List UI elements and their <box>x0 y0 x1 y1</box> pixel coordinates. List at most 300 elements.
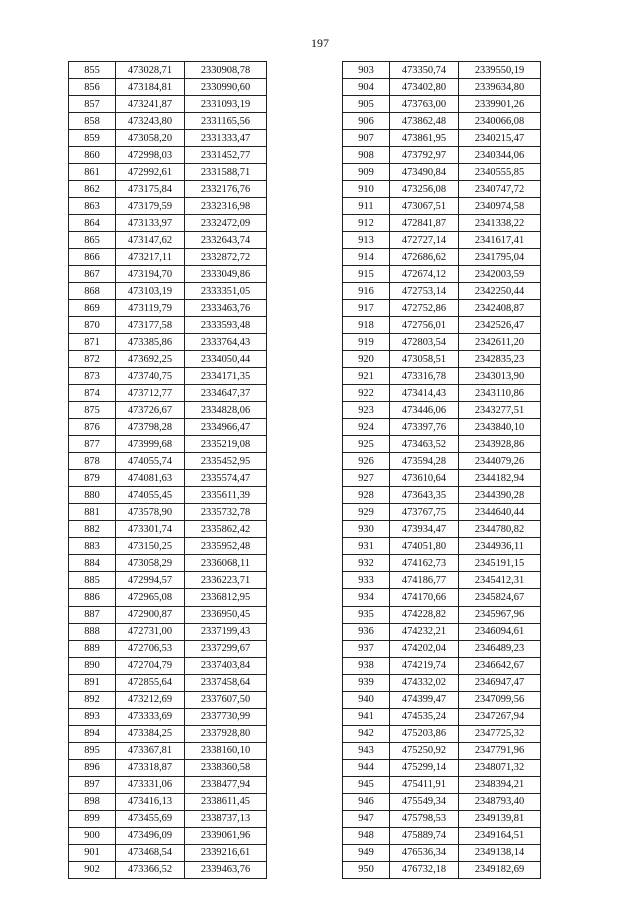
table-row <box>69 96 267 113</box>
point-number-cell: 855 <box>69 62 116 79</box>
y-coordinate-cell: 2339901,26 <box>459 96 541 113</box>
y-coordinate-cell: 2349182,69 <box>459 861 541 878</box>
y-coordinate-cell: 2344780,82 <box>459 521 541 538</box>
table-row <box>343 198 541 215</box>
y-coordinate-cell: 2331093,19 <box>185 96 267 113</box>
x-coordinate-cell: 474055,74 <box>116 453 185 470</box>
y-coordinate-cell: 2335732,78 <box>185 504 267 521</box>
y-coordinate-cell: 2339634,80 <box>459 79 541 96</box>
x-coordinate-cell: 473643,35 <box>390 487 459 504</box>
table-row <box>343 436 541 453</box>
table-body <box>69 62 267 879</box>
x-coordinate-cell: 473712,77 <box>116 385 185 402</box>
x-coordinate-cell: 473119,79 <box>116 300 185 317</box>
table-row <box>343 368 541 385</box>
table-row <box>69 538 267 555</box>
table-row <box>69 793 267 810</box>
x-coordinate-cell: 475798,53 <box>390 810 459 827</box>
point-number-cell: 878 <box>69 453 116 470</box>
point-number-cell: 909 <box>343 164 390 181</box>
table-row <box>69 606 267 623</box>
table-row <box>343 402 541 419</box>
x-coordinate-cell: 473578,90 <box>116 504 185 521</box>
table-row <box>69 572 267 589</box>
table-row <box>343 674 541 691</box>
x-coordinate-cell: 473468,54 <box>116 844 185 861</box>
point-number-cell: 857 <box>69 96 116 113</box>
y-coordinate-cell: 2335862,42 <box>185 521 267 538</box>
x-coordinate-cell: 474081,63 <box>116 470 185 487</box>
point-number-cell: 935 <box>343 606 390 623</box>
x-coordinate-cell: 473594,28 <box>390 453 459 470</box>
point-number-cell: 881 <box>69 504 116 521</box>
table-row <box>343 283 541 300</box>
y-coordinate-cell: 2344079,26 <box>459 453 541 470</box>
y-coordinate-cell: 2349138,14 <box>459 844 541 861</box>
y-coordinate-cell: 2337403,84 <box>185 657 267 674</box>
table-row <box>343 470 541 487</box>
y-coordinate-cell: 2347725,32 <box>459 725 541 742</box>
point-number-cell: 916 <box>343 283 390 300</box>
point-number-cell: 948 <box>343 827 390 844</box>
x-coordinate-cell: 473058,20 <box>116 130 185 147</box>
table-row <box>343 181 541 198</box>
x-coordinate-cell: 474332,02 <box>390 674 459 691</box>
x-coordinate-cell: 473175,84 <box>116 181 185 198</box>
table-row <box>69 691 267 708</box>
point-number-cell: 911 <box>343 198 390 215</box>
x-coordinate-cell: 475411,91 <box>390 776 459 793</box>
point-number-cell: 946 <box>343 793 390 810</box>
y-coordinate-cell: 2338611,45 <box>185 793 267 810</box>
y-coordinate-cell: 2343013,90 <box>459 368 541 385</box>
table-row <box>343 334 541 351</box>
table-body <box>343 62 541 879</box>
x-coordinate-cell: 472753,14 <box>390 283 459 300</box>
y-coordinate-cell: 2338477,94 <box>185 776 267 793</box>
point-number-cell: 865 <box>69 232 116 249</box>
x-coordinate-cell: 473316,78 <box>390 368 459 385</box>
y-coordinate-cell: 2341617,41 <box>459 232 541 249</box>
point-number-cell: 892 <box>69 691 116 708</box>
x-coordinate-cell: 474170,66 <box>390 589 459 606</box>
table-row <box>343 589 541 606</box>
x-coordinate-cell: 474219,74 <box>390 657 459 674</box>
x-coordinate-cell: 475299,14 <box>390 759 459 776</box>
y-coordinate-cell: 2332316,98 <box>185 198 267 215</box>
x-coordinate-cell: 473792,97 <box>390 147 459 164</box>
x-coordinate-cell: 474202,04 <box>390 640 459 657</box>
y-coordinate-cell: 2348793,40 <box>459 793 541 810</box>
x-coordinate-cell: 473934,47 <box>390 521 459 538</box>
point-number-cell: 875 <box>69 402 116 419</box>
y-coordinate-cell: 2344936,11 <box>459 538 541 555</box>
x-coordinate-cell: 475889,74 <box>390 827 459 844</box>
point-number-cell: 932 <box>343 555 390 572</box>
x-coordinate-cell: 475549,34 <box>390 793 459 810</box>
x-coordinate-cell: 473103,19 <box>116 283 185 300</box>
x-coordinate-cell: 473177,58 <box>116 317 185 334</box>
point-number-cell: 907 <box>343 130 390 147</box>
point-number-cell: 928 <box>343 487 390 504</box>
x-coordinate-cell: 473184,81 <box>116 79 185 96</box>
y-coordinate-cell: 2342611,20 <box>459 334 541 351</box>
table-row <box>343 657 541 674</box>
table-row <box>69 419 267 436</box>
table-row <box>343 317 541 334</box>
y-coordinate-cell: 2342408,87 <box>459 300 541 317</box>
table-row <box>343 793 541 810</box>
table-row <box>69 232 267 249</box>
table-row <box>69 300 267 317</box>
x-coordinate-cell: 473726,67 <box>116 402 185 419</box>
y-coordinate-cell: 2333593,48 <box>185 317 267 334</box>
table-row <box>69 589 267 606</box>
page-number: 197 <box>311 36 329 50</box>
x-coordinate-cell: 473333,69 <box>116 708 185 725</box>
x-coordinate-cell: 475250,92 <box>390 742 459 759</box>
point-number-cell: 918 <box>343 317 390 334</box>
y-coordinate-cell: 2346489,23 <box>459 640 541 657</box>
table-row <box>343 215 541 232</box>
y-coordinate-cell: 2337928,80 <box>185 725 267 742</box>
table-row <box>69 266 267 283</box>
point-number-cell: 856 <box>69 79 116 96</box>
table-row <box>69 215 267 232</box>
point-number-cell: 926 <box>343 453 390 470</box>
table-row <box>69 385 267 402</box>
x-coordinate-cell: 473490,84 <box>390 164 459 181</box>
point-number-cell: 943 <box>343 742 390 759</box>
x-coordinate-cell: 473331,06 <box>116 776 185 793</box>
table-row <box>343 62 541 79</box>
x-coordinate-cell: 473463,52 <box>390 436 459 453</box>
table-row <box>69 776 267 793</box>
y-coordinate-cell: 2337607,50 <box>185 691 267 708</box>
point-number-cell: 941 <box>343 708 390 725</box>
point-number-cell: 894 <box>69 725 116 742</box>
table-row <box>69 317 267 334</box>
point-number-cell: 914 <box>343 249 390 266</box>
point-number-cell: 863 <box>69 198 116 215</box>
point-number-cell: 919 <box>343 334 390 351</box>
y-coordinate-cell: 2340747,72 <box>459 181 541 198</box>
x-coordinate-cell: 473217,11 <box>116 249 185 266</box>
table-row <box>69 759 267 776</box>
x-coordinate-cell: 472706,53 <box>116 640 185 657</box>
point-number-cell: 934 <box>343 589 390 606</box>
point-number-cell: 913 <box>343 232 390 249</box>
x-coordinate-cell: 473798,28 <box>116 419 185 436</box>
y-coordinate-cell: 2337299,67 <box>185 640 267 657</box>
point-number-cell: 936 <box>343 623 390 640</box>
y-coordinate-cell: 2341338,22 <box>459 215 541 232</box>
table-row <box>69 198 267 215</box>
table-row <box>69 249 267 266</box>
y-coordinate-cell: 2333463,76 <box>185 300 267 317</box>
x-coordinate-cell: 472756,01 <box>390 317 459 334</box>
point-number-cell: 937 <box>343 640 390 657</box>
point-number-cell: 912 <box>343 215 390 232</box>
y-coordinate-cell: 2339463,76 <box>185 861 267 878</box>
table-row <box>69 487 267 504</box>
point-number-cell: 879 <box>69 470 116 487</box>
point-number-cell: 931 <box>343 538 390 555</box>
point-number-cell: 893 <box>69 708 116 725</box>
point-number-cell: 922 <box>343 385 390 402</box>
point-number-cell: 899 <box>69 810 116 827</box>
table-row <box>343 453 541 470</box>
table-row <box>69 521 267 538</box>
point-number-cell: 874 <box>69 385 116 402</box>
point-number-cell: 947 <box>343 810 390 827</box>
table-row <box>69 623 267 640</box>
table-row <box>343 759 541 776</box>
point-number-cell: 903 <box>343 62 390 79</box>
y-coordinate-cell: 2348071,32 <box>459 759 541 776</box>
y-coordinate-cell: 2335611,39 <box>185 487 267 504</box>
point-number-cell: 920 <box>343 351 390 368</box>
point-number-cell: 908 <box>343 147 390 164</box>
y-coordinate-cell: 2336950,45 <box>185 606 267 623</box>
x-coordinate-cell: 473610,64 <box>390 470 459 487</box>
table-row <box>69 674 267 691</box>
table-row <box>343 385 541 402</box>
table-row <box>69 334 267 351</box>
table-row <box>69 368 267 385</box>
table-row <box>69 555 267 572</box>
y-coordinate-cell: 2344640,44 <box>459 504 541 521</box>
x-coordinate-cell: 473692,25 <box>116 351 185 368</box>
y-coordinate-cell: 2343110,86 <box>459 385 541 402</box>
y-coordinate-cell: 2339061,96 <box>185 827 267 844</box>
table-row <box>343 266 541 283</box>
table-row <box>343 861 541 878</box>
y-coordinate-cell: 2342250,44 <box>459 283 541 300</box>
point-number-cell: 933 <box>343 572 390 589</box>
point-number-cell: 944 <box>343 759 390 776</box>
y-coordinate-cell: 2345824,67 <box>459 589 541 606</box>
y-coordinate-cell: 2334647,37 <box>185 385 267 402</box>
point-number-cell: 886 <box>69 589 116 606</box>
y-coordinate-cell: 2334171,35 <box>185 368 267 385</box>
y-coordinate-cell: 2332176,76 <box>185 181 267 198</box>
table-row <box>69 436 267 453</box>
point-number-cell: 876 <box>69 419 116 436</box>
x-coordinate-cell: 473301,74 <box>116 521 185 538</box>
point-number-cell: 898 <box>69 793 116 810</box>
table-row <box>343 827 541 844</box>
x-coordinate-cell: 472731,00 <box>116 623 185 640</box>
point-number-cell: 860 <box>69 147 116 164</box>
y-coordinate-cell: 2339216,61 <box>185 844 267 861</box>
table-row <box>69 62 267 79</box>
y-coordinate-cell: 2334828,06 <box>185 402 267 419</box>
point-number-cell: 921 <box>343 368 390 385</box>
point-number-cell: 890 <box>69 657 116 674</box>
y-coordinate-cell: 2340555,85 <box>459 164 541 181</box>
table-row <box>343 844 541 861</box>
table-row <box>69 453 267 470</box>
table-row <box>343 232 541 249</box>
point-number-cell: 902 <box>69 861 116 878</box>
point-number-cell: 880 <box>69 487 116 504</box>
y-coordinate-cell: 2347267,94 <box>459 708 541 725</box>
y-coordinate-cell: 2335952,48 <box>185 538 267 555</box>
y-coordinate-cell: 2332643,74 <box>185 232 267 249</box>
coordinates-table-left <box>68 61 267 879</box>
y-coordinate-cell: 2336812,95 <box>185 589 267 606</box>
x-coordinate-cell: 474055,45 <box>116 487 185 504</box>
y-coordinate-cell: 2344390,28 <box>459 487 541 504</box>
table-row <box>343 572 541 589</box>
y-coordinate-cell: 2338737,13 <box>185 810 267 827</box>
y-coordinate-cell: 2346094,61 <box>459 623 541 640</box>
point-number-cell: 887 <box>69 606 116 623</box>
x-coordinate-cell: 475203,86 <box>390 725 459 742</box>
table-row <box>69 742 267 759</box>
x-coordinate-cell: 472994,57 <box>116 572 185 589</box>
table-row <box>343 164 541 181</box>
x-coordinate-cell: 473402,80 <box>390 79 459 96</box>
point-number-cell: 915 <box>343 266 390 283</box>
point-number-cell: 882 <box>69 521 116 538</box>
y-coordinate-cell: 2347791,96 <box>459 742 541 759</box>
x-coordinate-cell: 473179,59 <box>116 198 185 215</box>
table-row <box>343 351 541 368</box>
x-coordinate-cell: 473862,48 <box>390 113 459 130</box>
y-coordinate-cell: 2330908,78 <box>185 62 267 79</box>
y-coordinate-cell: 2345967,96 <box>459 606 541 623</box>
point-number-cell: 888 <box>69 623 116 640</box>
y-coordinate-cell: 2338160,10 <box>185 742 267 759</box>
x-coordinate-cell: 473067,51 <box>390 198 459 215</box>
y-coordinate-cell: 2341795,04 <box>459 249 541 266</box>
x-coordinate-cell: 473150,25 <box>116 538 185 555</box>
table-row <box>69 283 267 300</box>
x-coordinate-cell: 472727,14 <box>390 232 459 249</box>
y-coordinate-cell: 2331333,47 <box>185 130 267 147</box>
table-row <box>343 691 541 708</box>
x-coordinate-cell: 473414,43 <box>390 385 459 402</box>
table-row <box>343 487 541 504</box>
point-number-cell: 883 <box>69 538 116 555</box>
x-coordinate-cell: 472900,87 <box>116 606 185 623</box>
table-row <box>69 640 267 657</box>
y-coordinate-cell: 2338360,58 <box>185 759 267 776</box>
y-coordinate-cell: 2333351,05 <box>185 283 267 300</box>
table-row <box>343 96 541 113</box>
table-row <box>343 521 541 538</box>
y-coordinate-cell: 2339550,19 <box>459 62 541 79</box>
y-coordinate-cell: 2334050,44 <box>185 351 267 368</box>
x-coordinate-cell: 473243,80 <box>116 113 185 130</box>
y-coordinate-cell: 2340974,58 <box>459 198 541 215</box>
y-coordinate-cell: 2335574,47 <box>185 470 267 487</box>
x-coordinate-cell: 473194,70 <box>116 266 185 283</box>
point-number-cell: 942 <box>343 725 390 742</box>
x-coordinate-cell: 472803,54 <box>390 334 459 351</box>
point-number-cell: 896 <box>69 759 116 776</box>
y-coordinate-cell: 2332472,09 <box>185 215 267 232</box>
point-number-cell: 939 <box>343 674 390 691</box>
table-row <box>343 130 541 147</box>
point-number-cell: 864 <box>69 215 116 232</box>
table-row <box>343 623 541 640</box>
point-number-cell: 925 <box>343 436 390 453</box>
point-number-cell: 906 <box>343 113 390 130</box>
point-number-cell: 901 <box>69 844 116 861</box>
x-coordinate-cell: 474186,77 <box>390 572 459 589</box>
y-coordinate-cell: 2343928,86 <box>459 436 541 453</box>
table-row <box>69 130 267 147</box>
x-coordinate-cell: 473318,87 <box>116 759 185 776</box>
x-coordinate-cell: 473763,00 <box>390 96 459 113</box>
y-coordinate-cell: 2337458,64 <box>185 674 267 691</box>
x-coordinate-cell: 473367,81 <box>116 742 185 759</box>
point-number-cell: 884 <box>69 555 116 572</box>
point-number-cell: 889 <box>69 640 116 657</box>
table-row <box>343 300 541 317</box>
y-coordinate-cell: 2343277,51 <box>459 402 541 419</box>
x-coordinate-cell: 473366,52 <box>116 861 185 878</box>
x-coordinate-cell: 473999,68 <box>116 436 185 453</box>
y-coordinate-cell: 2342835,23 <box>459 351 541 368</box>
table-row <box>69 504 267 521</box>
y-coordinate-cell: 2342526,47 <box>459 317 541 334</box>
point-number-cell: 891 <box>69 674 116 691</box>
x-coordinate-cell: 473058,51 <box>390 351 459 368</box>
table-row <box>69 402 267 419</box>
point-number-cell: 949 <box>343 844 390 861</box>
x-coordinate-cell: 472992,61 <box>116 164 185 181</box>
y-coordinate-cell: 2333764,43 <box>185 334 267 351</box>
x-coordinate-cell: 476536,34 <box>390 844 459 861</box>
table-row <box>69 164 267 181</box>
table-row <box>343 776 541 793</box>
x-coordinate-cell: 474232,21 <box>390 623 459 640</box>
y-coordinate-cell: 2334966,47 <box>185 419 267 436</box>
y-coordinate-cell: 2348394,21 <box>459 776 541 793</box>
x-coordinate-cell: 472855,64 <box>116 674 185 691</box>
table-row <box>343 742 541 759</box>
point-number-cell: 930 <box>343 521 390 538</box>
y-coordinate-cell: 2346947,47 <box>459 674 541 691</box>
table-row <box>69 725 267 742</box>
point-number-cell: 869 <box>69 300 116 317</box>
table-row <box>343 419 541 436</box>
point-number-cell: 945 <box>343 776 390 793</box>
y-coordinate-cell: 2336068,11 <box>185 555 267 572</box>
point-number-cell: 929 <box>343 504 390 521</box>
table-row <box>343 708 541 725</box>
table-row <box>69 810 267 827</box>
point-number-cell: 858 <box>69 113 116 130</box>
point-number-cell: 927 <box>343 470 390 487</box>
table-row <box>69 861 267 878</box>
x-coordinate-cell: 473350,74 <box>390 62 459 79</box>
y-coordinate-cell: 2340215,47 <box>459 130 541 147</box>
x-coordinate-cell: 473767,75 <box>390 504 459 521</box>
point-number-cell: 897 <box>69 776 116 793</box>
x-coordinate-cell: 476732,18 <box>390 861 459 878</box>
y-coordinate-cell: 2349139,81 <box>459 810 541 827</box>
x-coordinate-cell: 473385,86 <box>116 334 185 351</box>
y-coordinate-cell: 2343840,10 <box>459 419 541 436</box>
y-coordinate-cell: 2335452,95 <box>185 453 267 470</box>
x-coordinate-cell: 472998,03 <box>116 147 185 164</box>
point-number-cell: 872 <box>69 351 116 368</box>
